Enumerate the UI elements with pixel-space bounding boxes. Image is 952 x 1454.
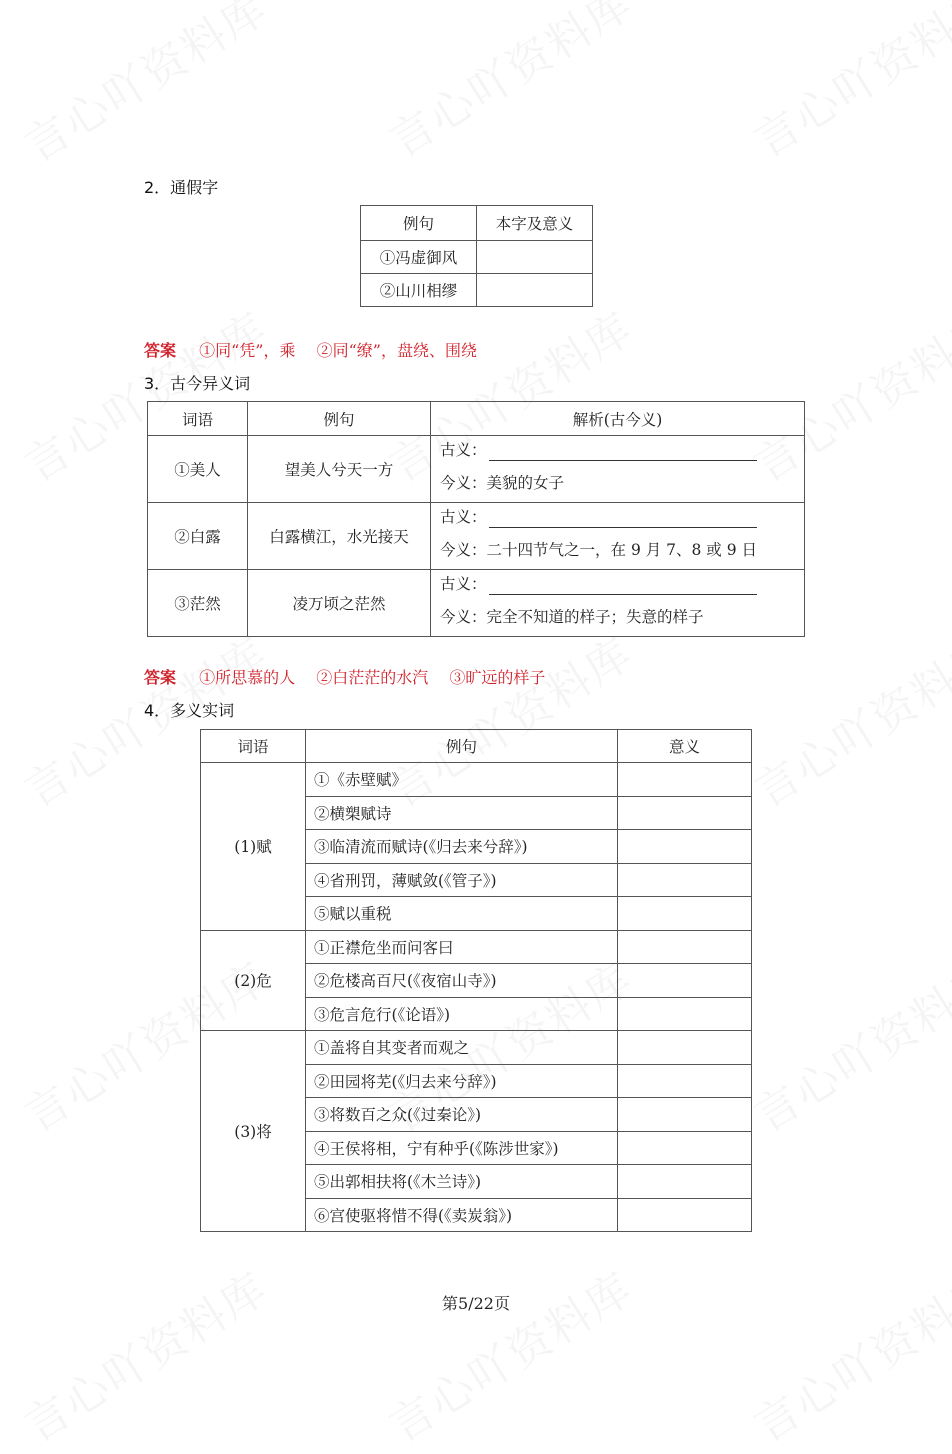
example-cell: ①冯虚御风: [361, 241, 477, 274]
table-row: [148, 570, 805, 637]
example-cell: ②危楼高百尺(《夜宿山寺》): [306, 964, 618, 998]
table-row: [148, 436, 805, 503]
meaning-cell[interactable]: [618, 997, 752, 1031]
meaning-cell[interactable]: [618, 763, 752, 797]
meaning-cell[interactable]: [618, 830, 752, 864]
ancient-meaning-blank[interactable]: [489, 442, 757, 461]
section-heading-tongjiazi: 2．通假字: [144, 178, 219, 197]
example-cell: ③临清流而赋诗(《归去来兮辞》): [306, 830, 618, 864]
column-header-example: 例句: [361, 206, 477, 241]
modern-meaning-line: [431, 469, 804, 502]
example-cell: ④王侯将相，宁有种乎(《陈涉世家》): [306, 1131, 618, 1165]
table-row: [201, 763, 752, 797]
ancient-meaning-blank[interactable]: [489, 509, 757, 528]
table-row: [148, 503, 805, 570]
example-cell: ⑥宫使驱将惜不得(《卖炭翁》): [306, 1198, 618, 1232]
meaning-cell: [477, 241, 593, 274]
example-cell: ③将数百之众(《过秦论》): [306, 1098, 618, 1132]
meaning-cell[interactable]: [618, 1131, 752, 1165]
gujinyiyi-table: [147, 401, 805, 637]
tongjiazi-table: [360, 205, 593, 307]
example-cell: ②山川相缪: [361, 274, 477, 307]
ancient-label: 古义：: [440, 441, 487, 459]
example-cell: ⑤出郭相扶将(《木兰诗》): [306, 1165, 618, 1199]
table-header-row: [201, 730, 752, 763]
page-number: 第5/22页: [442, 1294, 510, 1313]
example-cell: 白露横江，水光接天: [248, 503, 431, 570]
analysis-cell: [431, 570, 805, 637]
ancient-meaning-blank[interactable]: [489, 576, 757, 595]
answer-item: ③旷远的样子: [449, 668, 546, 687]
answer-item: ①同“凭”，乘: [199, 341, 296, 360]
modern-meaning-line: [431, 603, 804, 636]
example-cell: ①盖将自其变者而观之: [306, 1031, 618, 1065]
meaning-cell[interactable]: [618, 1165, 752, 1199]
section-heading-duoyishici: 4．多义实词: [144, 701, 235, 720]
meaning-cell[interactable]: [618, 796, 752, 830]
meaning-cell[interactable]: [618, 863, 752, 897]
answer-label: 答案: [144, 341, 177, 360]
ancient-label: 古义：: [440, 508, 487, 526]
modern-meaning-line: [431, 536, 804, 569]
section-heading-gujinyiyi: 3．古今异义词: [144, 374, 251, 393]
word-cell: ①美人: [148, 436, 248, 503]
duoyishici-table: [200, 729, 752, 1232]
example-cell: ①正襟危坐而问客曰: [306, 930, 618, 964]
table-row: [201, 930, 752, 964]
table-header-row: [361, 206, 593, 241]
meaning-cell: [477, 274, 593, 307]
answer-item: ②同“缭”，盘绕、围绕: [316, 341, 477, 360]
meaning-cell[interactable]: [618, 1098, 752, 1132]
column-header-analysis: 解析(古今义): [431, 402, 805, 436]
column-header-meaning: 本字及意义: [477, 206, 593, 241]
modern-label: 今义：: [440, 608, 487, 626]
example-cell: ①《赤壁赋》: [306, 763, 618, 797]
meaning-cell[interactable]: [618, 930, 752, 964]
ancient-meaning-line: [431, 503, 804, 536]
meaning-cell[interactable]: [618, 1064, 752, 1098]
modern-label: 今义：: [440, 474, 487, 492]
example-cell: ②田园将芜(《归去来兮辞》): [306, 1064, 618, 1098]
word-cell: (2)危: [201, 930, 306, 1031]
meaning-cell[interactable]: [618, 1198, 752, 1232]
example-cell: ③危言危行(《论语》): [306, 997, 618, 1031]
modern-meaning: 完全不知道的样子；失意的样子: [486, 608, 704, 626]
analysis-cell: [431, 436, 805, 503]
word-cell: ②白露: [148, 503, 248, 570]
column-header-word: 词语: [201, 730, 306, 763]
answer-label: 答案: [144, 668, 177, 687]
meaning-cell[interactable]: [618, 1031, 752, 1065]
column-header-word: 词语: [148, 402, 248, 436]
column-header-example: 例句: [248, 402, 431, 436]
table-header-row: [148, 402, 805, 436]
modern-meaning: 美貌的女子: [486, 474, 565, 492]
example-cell: ⑤赋以重税: [306, 897, 618, 931]
ancient-label: 古义：: [440, 575, 487, 593]
ancient-meaning-line: [431, 570, 804, 603]
meaning-cell[interactable]: [618, 897, 752, 931]
answer-line-gujinyiyi: [144, 665, 561, 688]
column-header-meaning: 意义: [618, 730, 752, 763]
example-cell: 凌万顷之茫然: [248, 570, 431, 637]
answer-item: ①所思慕的人: [199, 668, 296, 687]
table-row: [361, 274, 593, 307]
table-row: [201, 1031, 752, 1065]
example-cell: ②横槊赋诗: [306, 796, 618, 830]
word-cell: (1)赋: [201, 763, 306, 931]
answer-line-tongjiazi: [144, 338, 493, 361]
word-cell: (3)将: [201, 1031, 306, 1232]
analysis-cell: [431, 503, 805, 570]
word-cell: ③茫然: [148, 570, 248, 637]
modern-label: 今义：: [440, 541, 487, 559]
example-cell: ④省刑罚，薄赋敛(《管子》): [306, 863, 618, 897]
ancient-meaning-line: [431, 436, 804, 469]
answer-item: ②白茫茫的水汽: [316, 668, 429, 687]
example-cell: 望美人兮天一方: [248, 436, 431, 503]
meaning-cell[interactable]: [618, 964, 752, 998]
table-row: [361, 241, 593, 274]
modern-meaning: 二十四节气之一，在 9 月 7、8 或 9 日: [486, 541, 758, 559]
column-header-example: 例句: [306, 730, 618, 763]
